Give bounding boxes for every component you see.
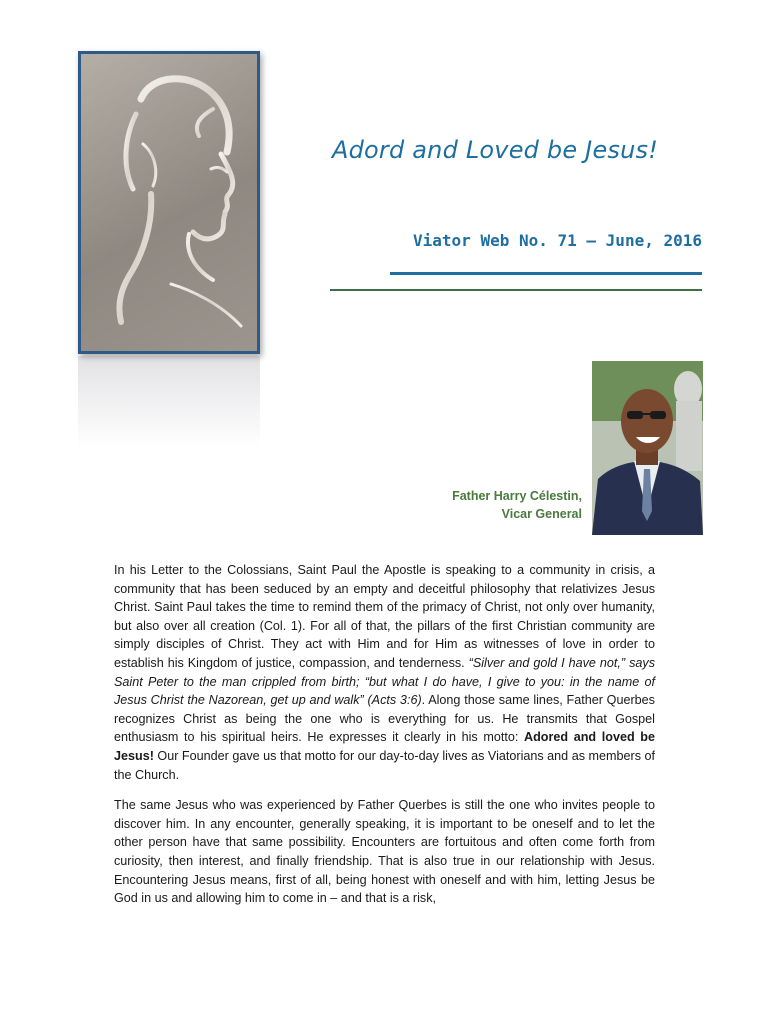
paragraph-1-part-c: Our Founder gave us that motto for our day-to-day lives as Viatorians and as members of the Church. [114, 748, 655, 782]
caption-role: Vicar General [501, 507, 582, 521]
author-photo-image [592, 361, 703, 535]
paragraph-2: The same Jesus who was experienced by Father Querbes is still the one who invites people to discover him. In any encounter, generally speaking, it is important to be oneself and to let the other person have that same possibility. Encounters are fortuitous and often come forth from curiosity, then interest, and finally friendship. That is also true in our relationship with Jesus. Encountering Jesus means, first of all, being honest with oneself and with him, letting Jesus be God in us and allowing him to come in – and that is a risk, [114, 798, 655, 906]
paragraph-1 [114, 561, 655, 784]
headline: Adord and Loved be Jesus! [332, 136, 659, 164]
paragraph-1-part-a: In his Letter to the Colossians, Saint Paul the Apostle is speaking to a community in crisis, a community that has been seduced by an empty and deceitful philosophy that relativizes Jesus Christ. Saint Paul takes the time to remind them of the primacy of Christ, not only over humanity, but also over all creation (Col. 1). For all of that, the pillars of the first Christian community are simply disciples of Christ. They act with Him and for Him as witnesses of love in order to establish his Kingdom of justice, compassion, and tenderness. [114, 563, 655, 670]
author-photo [592, 361, 703, 535]
photo-caption [452, 487, 582, 523]
article-body [114, 561, 655, 920]
caption-name: Father Harry Célestin, [452, 489, 582, 503]
divider-blue [390, 272, 702, 275]
acts-quote: “Silver and gold I have not,” says Saint Peter to the man crippled from birth; “but what I do have, I give to you: in the name of Jesus Christ the Nazorean, get up and walk” (Acts 3:6) [114, 655, 656, 708]
paragraph-1-part-b: . Along those same lines, Father Querbes recognizes Christ as being the one who is everything for us. He transmits that Gospel enthusiasm to his spiritual heirs. He expresses it clearly in his motto: [114, 693, 655, 745]
issue-line: Viator Web No. 71 – June, 2016 [413, 231, 702, 250]
divider-green [330, 289, 702, 291]
portrait-sketch-image [81, 54, 257, 351]
motto: Adored and loved be Jesus! [114, 730, 656, 763]
portrait-artwork-frame [78, 51, 260, 354]
artwork-reflection [78, 356, 260, 448]
